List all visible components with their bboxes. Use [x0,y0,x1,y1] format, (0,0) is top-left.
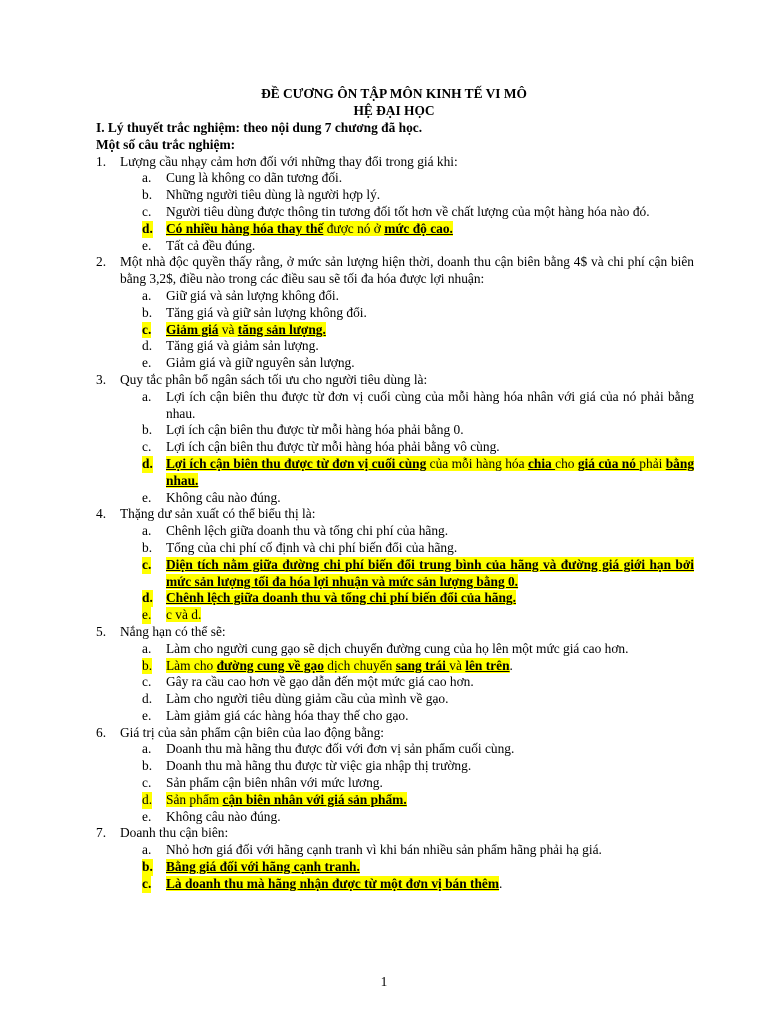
option-text: Làm cho người tiêu dùng giảm cầu của mình về gạo. [166,691,449,707]
option-letter: e. [142,808,152,824]
option-letter: a. [142,388,152,404]
option-text: Nhỏ hơn giá đối với hãng cạnh tranh vì khi bán nhiều sản phẩm hãng phải hạ giá. [166,842,602,858]
answer-highlight: Diện tích nằm giữa đường chi phí biến đổi trung bình của hãng và đường giá giới hạn bởi mức sản lượng tối đa hóa lợi nhuận và mức sản lượng bằng 0. [166,556,694,589]
question-text: Một nhà độc quyền thấy rằng, ở mức sản lượng hiện thời, doanh thu cận biên bằng 4$ và chi phí cận biên bằng 3,2$, điều nào trong các điều sau sẽ tối đa hóa được lợi nhuận: [120,254,694,287]
answer-highlight: đường cung về gạo [216,657,324,673]
option-text: Không câu nào đúng. [166,808,281,824]
option-3c [96,439,694,456]
option-2b [96,305,694,322]
option-text: Tất cả đều đúng. [166,237,256,253]
answer-highlight: chia [527,455,556,471]
option-text: Doanh thu mà hãng thu được đối với đơn vị sản phẩm cuối cùng. [166,741,515,757]
question-text: Doanh thu cận biên: [120,825,229,841]
answer-highlight: c và d. [166,607,202,623]
option-4a [96,523,694,540]
section-heading: I. Lý thuyết trắc nghiệm: theo nội dung 7 chương đã học. [96,120,423,135]
option-5e [96,708,694,725]
page-number: 1 [380,974,388,989]
option-text: Giữ giá và sản lượng không đổi. [166,287,339,303]
question-3 [96,372,694,389]
answer-text: phải [639,455,666,471]
option-2e [96,355,694,372]
option-text: Lợi ích cận biên thu được từ đơn vị cuối cùng của mỗi hàng hóa nhân với giá của nó phải bằng nhau. [166,388,694,421]
option-4b [96,540,694,557]
option-letter: a. [142,640,152,656]
question-number: 1. [96,153,107,169]
document-body [96,120,694,893]
question-number: 7. [96,825,107,841]
option-letter: b. [142,422,153,438]
option-3b [96,422,694,439]
question-text: Lượng cầu nhạy cảm hơn đối với những thay đổi trong giá khi: [120,153,458,169]
option-letter: b. [142,657,153,673]
answer-text: được nó ở [323,220,385,236]
option-letter: e. [142,489,152,505]
question-text: Quy tắc phân bổ ngân sách tối ưu cho người tiêu dùng là: [120,371,428,387]
option-letter: d. [142,791,153,807]
option-letter: b. [142,758,153,774]
option-2a [96,288,694,305]
option-text: Người tiêu dùng được thông tin tương đối tốt hơn về chất lượng của một hàng hóa nào đó. [166,203,650,219]
option-text: Những người tiêu dùng là người hợp lý. [166,187,381,203]
option-letter: c. [142,775,152,791]
answer-text: và [218,321,238,337]
option-letter: d. [142,691,153,707]
option-text: Làm giảm giá các hàng hóa thay thế cho gạo. [166,707,409,723]
question-2 [96,254,694,288]
option-letter: c. [142,674,152,690]
option-3e [96,490,694,507]
option-7b-answer [96,859,694,876]
option-letter: a. [142,741,152,757]
option-letter: c. [142,556,152,572]
option-6a [96,741,694,758]
answer-text: Làm cho [166,657,217,673]
option-1d-answer [96,221,694,238]
document-subtitle: HỆ ĐẠI HỌC [353,103,435,118]
question-6 [96,725,694,742]
option-letter: a. [142,842,152,858]
question-1 [96,154,694,171]
option-6c [96,775,694,792]
option-3a [96,389,694,423]
answer-text: dịch chuyển [323,657,396,673]
question-4 [96,506,694,523]
option-letter: e. [142,607,152,623]
option-2c-answer [96,322,694,339]
option-7a [96,842,694,859]
option-letter: e. [142,237,152,253]
option-letter: c. [142,439,152,455]
option-letter: c. [142,321,152,337]
answer-text: . [499,875,503,891]
document-title: ĐỀ CƯƠNG ÔN TẬP MÔN KINH TẾ VI MÔ [261,86,527,101]
option-letter: b. [142,304,153,320]
answer-highlight: mức độ cao. [384,220,453,236]
question-text: Nắng hạn có thể sẽ: [120,623,226,639]
option-3d-answer [96,456,694,490]
answer-highlight: Có nhiều hàng hóa thay thế [166,220,324,236]
option-text: Lợi ích cận biên thu được từ mỗi hàng hóa phải bằng 0. [166,422,464,438]
option-letter: e. [142,707,152,723]
option-5b-answer [96,658,694,675]
answer-highlight: Là doanh thu mà hãng nhận được từ một đơn vị bán thêm [166,875,500,891]
option-6b [96,758,694,775]
option-letter: c. [142,875,152,891]
option-letter: b. [142,859,153,875]
option-5d [96,691,694,708]
option-7c-answer [96,876,694,893]
option-1c [96,204,694,221]
question-number: 3. [96,371,107,387]
answer-highlight: tăng sản lượng. [237,321,326,337]
answer-highlight: lên trên [465,657,510,673]
option-1e [96,238,694,255]
question-number: 2. [96,254,107,270]
option-4c-answer [96,557,694,591]
question-text: Giá trị của sản phẩm cận biên của lao động bằng: [120,724,385,740]
option-text: Gây ra cầu cao hơn về gạo dẫn đến một mức giá cao hơn. [166,674,474,690]
answer-highlight: Chênh lệch giữa doanh thu và tổng chi phí biến đổi của hãng. [166,590,516,606]
answer-text: cho [555,455,578,471]
option-letter: d. [142,590,153,606]
subsection-heading: Một số câu trắc nghiệm: [96,136,236,152]
option-6d-answer [96,792,694,809]
option-1b [96,187,694,204]
question-text: Thặng dư sản xuất có thể biểu thị là: [120,506,316,522]
question-number: 5. [96,623,107,639]
option-letter: b. [142,539,153,555]
option-letter: b. [142,187,153,203]
answer-highlight: Lợi ích cận biên thu được từ đơn vị cuối cùng [166,455,427,471]
option-5a [96,641,694,658]
option-5c [96,674,694,691]
question-7 [96,825,694,842]
option-text: Cung là không co dãn tương đối. [166,170,343,186]
question-number: 4. [96,506,107,522]
option-letter: a. [142,523,152,539]
answer-highlight: Bằng giá đối với hãng cạnh tranh. [166,859,360,875]
option-text: Tổng của chi phí cố định và chi phí biến đổi của hãng. [166,539,458,555]
option-1a [96,170,694,187]
option-text: Lợi ích cận biên thu được từ mỗi hàng hóa phải bằng vô cùng. [166,439,500,455]
option-text: Tăng giá và giảm sản lượng. [166,338,319,354]
option-letter: a. [142,287,152,303]
option-4e-answer [96,607,694,624]
option-text: Doanh thu mà hãng thu được từ việc gia nhập thị trường. [166,758,472,774]
answer-highlight: cận biên nhân với giá sản phẩm. [222,791,407,807]
answer-text: . [509,657,513,673]
option-2d [96,338,694,355]
question-number: 6. [96,724,107,740]
option-text: Chênh lệch giữa doanh thu và tổng chi phí của hãng. [166,523,449,539]
option-letter: c. [142,203,152,219]
answer-highlight: giá của nó [577,455,640,471]
option-text: Sản phẩm cận biên nhân với mức lương. [166,775,383,791]
option-letter: d. [142,338,153,354]
answer-highlight: sang trái [395,657,450,673]
option-text: Làm cho người cung gạo sẽ dịch chuyển đường cung của họ lên một mức giá cao hơn. [166,640,629,656]
question-5 [96,624,694,641]
answer-text: của mỗi hàng hóa [426,455,528,471]
option-letter: a. [142,170,152,186]
answer-highlight: Giảm giá [166,321,219,337]
answer-text: và [449,657,466,673]
option-letter: d. [142,220,153,236]
option-text: Không câu nào đúng. [166,489,281,505]
answer-highlight: bằng nhau. [166,455,695,488]
option-6e [96,809,694,826]
option-text: Giảm giá và giữ nguyên sản lượng. [166,355,355,371]
option-letter: d. [142,455,153,471]
option-letter: e. [142,355,152,371]
option-text: Tăng giá và giữ sản lượng không đổi. [166,304,367,320]
option-4d-answer [96,590,694,607]
answer-text: Sản phẩm [166,791,223,807]
